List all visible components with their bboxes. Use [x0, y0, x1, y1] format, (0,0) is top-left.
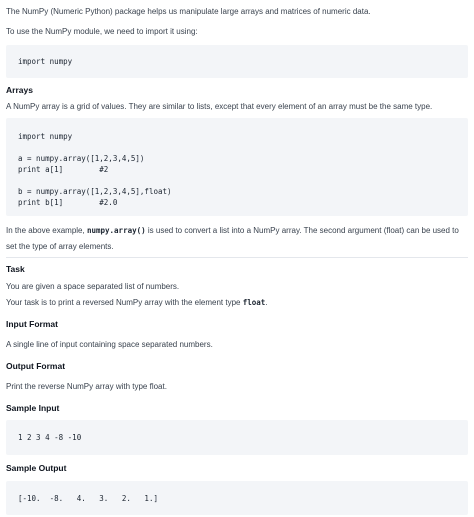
- divider: [6, 257, 468, 258]
- sample-input-code-block: [6, 420, 468, 455]
- inline-code: numpy.array(): [86, 226, 146, 235]
- code-line: b = numpy.array([1,2,3,4,5],float): [18, 187, 172, 196]
- code-line: a = numpy.array([1,2,3,4,5]): [18, 154, 145, 163]
- code-line: print b[1] #2.0: [18, 198, 118, 207]
- sample-output-heading: Sample Output: [6, 463, 67, 473]
- intro-line-1: The NumPy (Numeric Python) package helps us manipulate large arrays and matrices of numeric data.: [6, 7, 371, 16]
- task-line-2: [6, 297, 468, 309]
- code-line: import numpy: [18, 57, 73, 66]
- explanation-text: In the above example,: [6, 226, 87, 235]
- output-format-text: Print the reverse NumPy array with type float.: [6, 382, 167, 391]
- code-line: [-10. -8. 4. 3. 2. 1.]: [18, 494, 158, 503]
- arrays-heading: Arrays: [6, 85, 33, 95]
- code-line: 1 2 3 4 -8 -10: [18, 433, 82, 442]
- output-format-heading: Output Format: [6, 361, 66, 371]
- input-format-heading: Input Format: [6, 319, 58, 329]
- task-heading: Task: [6, 264, 25, 274]
- intro-line-2: To use the NumPy module, we need to import it using:: [6, 27, 198, 36]
- arrays-description: A NumPy array is a grid of values. They are similar to lists, except that every element of an array must be the same type.: [6, 102, 433, 111]
- task-text: Your task is to print a reversed NumPy array with the element type: [6, 298, 243, 307]
- code-line: print a[1] #2: [18, 165, 109, 174]
- inline-code: float: [242, 298, 266, 307]
- arrays-explanation: [6, 225, 468, 237]
- code-line: import numpy: [18, 132, 73, 141]
- sample-output-code-block: [6, 481, 468, 515]
- explanation-text: is used to convert a list into a NumPy array. The second argument (float) can be used to: [145, 226, 459, 235]
- task-text: .: [265, 298, 268, 307]
- sample-input-heading: Sample Input: [6, 403, 60, 413]
- import-code-block: [6, 45, 468, 78]
- task-line-1: You are given a space separated list of numbers.: [6, 282, 180, 291]
- arrays-explanation-line-2: set the type of array elements.: [6, 242, 114, 251]
- input-format-text: A single line of input containing space separated numbers.: [6, 340, 213, 349]
- arrays-code-block: [6, 118, 468, 216]
